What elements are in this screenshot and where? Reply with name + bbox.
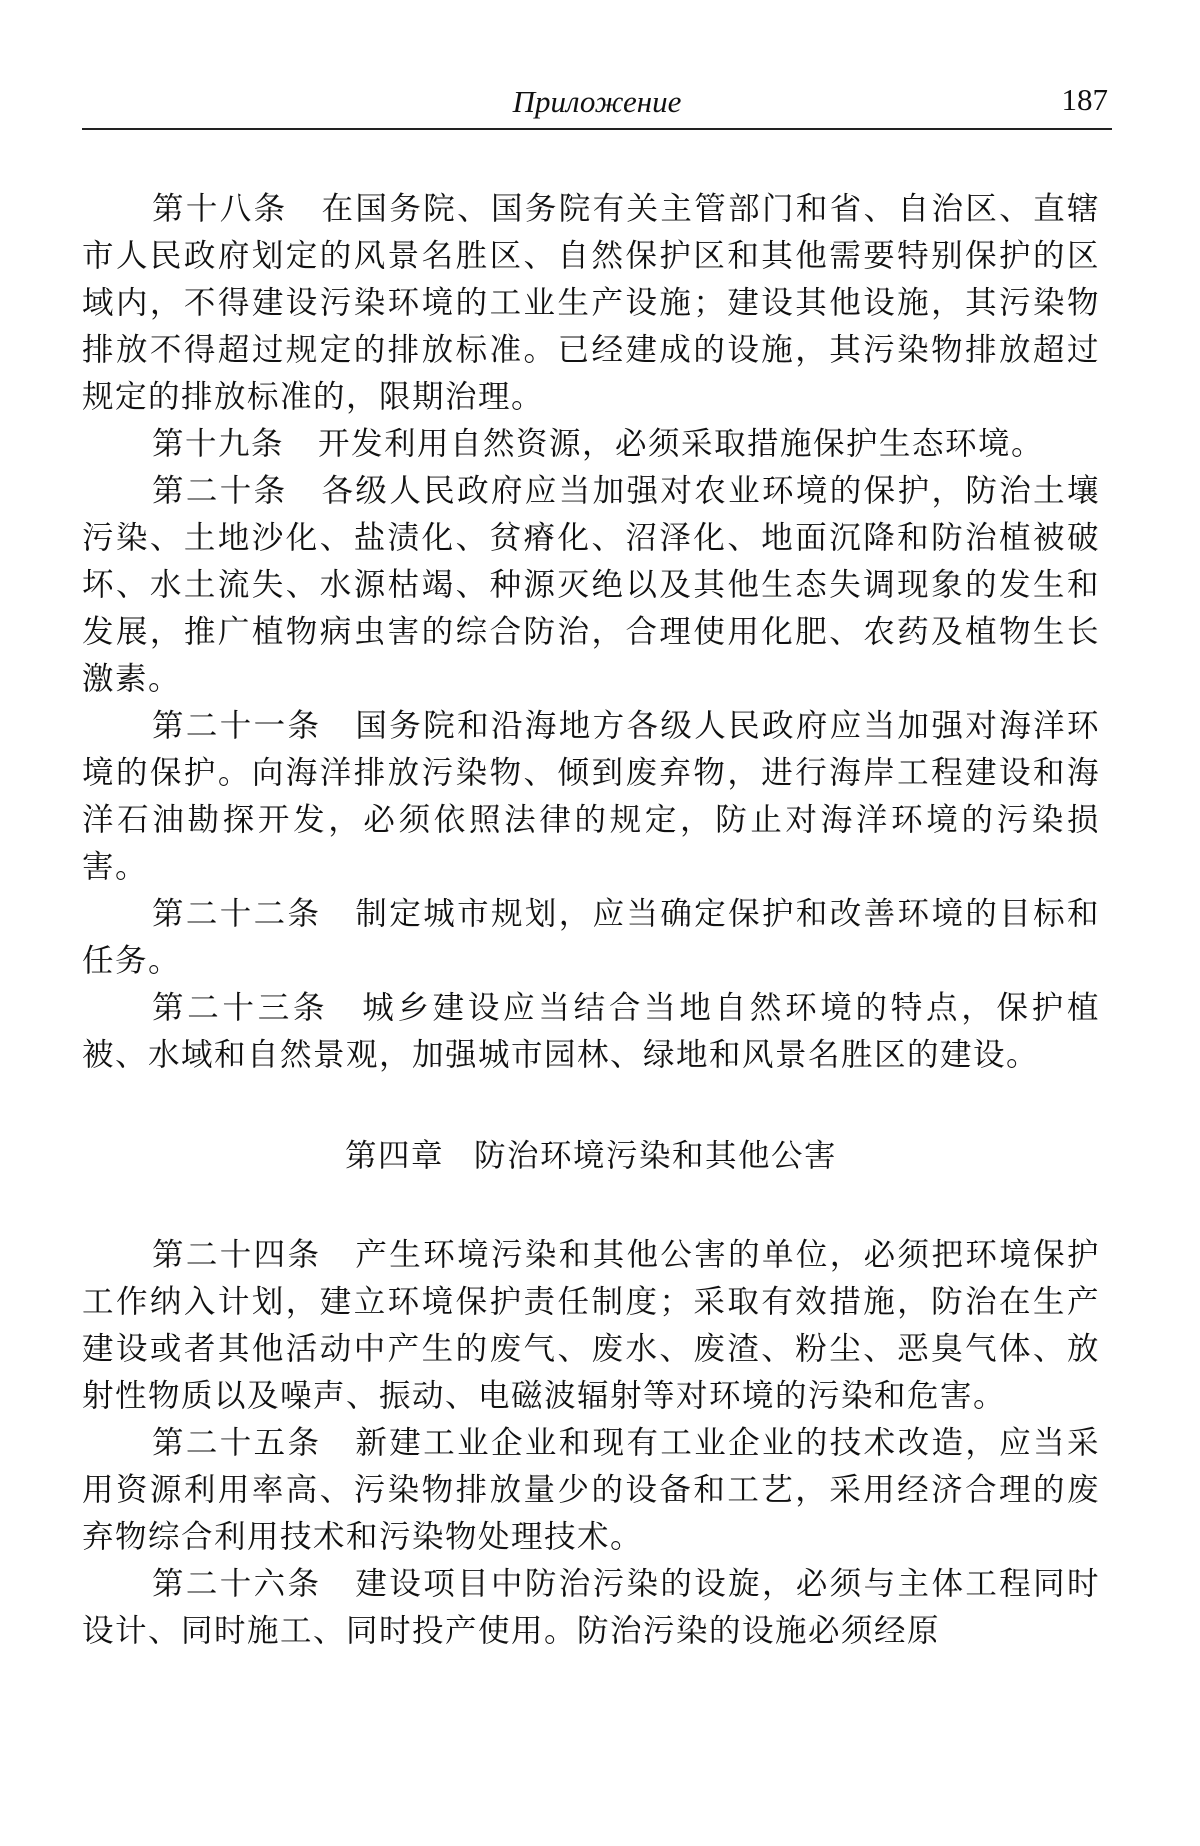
article-18 xyxy=(82,186,1100,421)
article-20 xyxy=(82,468,1100,703)
article-text: 在国务院、国务院有关主管部门和省、自治区、直辖市人民政府划定的风景名胜区、自然保护区和其他需要特别保护的区域内，不得建设污染环境的工业生产设施；建设其他设施，其污染物排放不得超过规定的排放标准。已经建成的设施，其污染物排放超过规定的排放标准的，限期治理。 xyxy=(82,191,1100,415)
running-title: Приложение xyxy=(512,84,682,119)
article-number: 第二十五条 xyxy=(152,1425,322,1461)
article-number: 第十九条 xyxy=(152,426,285,462)
article-text: 各级人民政府应当加强对农业环境的保护，防治土壤污染、土地沙化、盐渍化、贫瘠化、沼泽化、地面沉降和防治植被破坏、水土流失、水源枯竭、种源灭绝以及其他生态失调现象的发生和发展，推广植物病虫害的综合防治，合理使用化肥、农药及植物生长激素。 xyxy=(82,473,1100,697)
running-header xyxy=(82,0,1112,130)
article-23 xyxy=(82,985,1100,1079)
article-number: 第二十条 xyxy=(152,473,288,509)
article-number: 第二十二条 xyxy=(152,896,322,932)
article-24 xyxy=(82,1232,1100,1420)
book-page xyxy=(82,0,1112,1655)
chapter-heading xyxy=(82,1133,1100,1180)
article-text: 产生环境污染和其他公害的单位，必须把环境保护工作纳入计划，建立环境保护责任制度；采取有效措施，防治在生产建设或者其他活动中产生的废气、废水、废渣、粉尘、恶臭气体、放射性物质以及噪声、振动、电磁波辐射等对环境的污染和危害。 xyxy=(82,1237,1100,1414)
article-number: 第二十六条 xyxy=(152,1566,322,1602)
article-number: 第二十三条 xyxy=(152,990,329,1026)
article-text: 开发利用自然资源，必须采取措施保护生态环境。 xyxy=(318,426,1045,462)
article-number: 第二十四条 xyxy=(152,1237,322,1273)
chapter-title: 防治环境污染和其他公害 xyxy=(474,1138,838,1174)
article-text: 建设项目中防治污染的设旋，必须与主体工程同时设计、同时施工、同时投产使用。防治污染的设施必须经原 xyxy=(82,1566,1100,1649)
article-text: 城乡建设应当结合当地自然环境的特点，保护植被、水域和自然景观，加强城市园林、绿地和风景名胜区的建设。 xyxy=(82,990,1100,1073)
chapter-number: 第四章 xyxy=(344,1138,444,1174)
body-text xyxy=(82,186,1100,1655)
article-19 xyxy=(82,421,1100,468)
page-number: 187 xyxy=(1061,82,1108,117)
article-number: 第二十一条 xyxy=(152,708,322,744)
article-text: 国务院和沿海地方各级人民政府应当加强对海洋环境的保护。向海洋排放污染物、倾到废弃物，进行海岸工程建设和海洋石油勘探开发，必须依照法律的规定，防止对海洋环境的污染损害。 xyxy=(82,708,1100,885)
article-25 xyxy=(82,1420,1100,1561)
article-text: 新建工业企业和现有工业企业的技术改造，应当采用资源利用率高、污染物排放量少的设备和工艺，采用经济合理的废弃物综合利用技术和污染物处理技术。 xyxy=(82,1425,1100,1555)
article-number: 第十八条 xyxy=(152,191,288,227)
article-21 xyxy=(82,703,1100,891)
article-text: 制定城市规划，应当确定保护和改善环境的目标和任务。 xyxy=(82,896,1100,979)
article-26 xyxy=(82,1561,1100,1655)
article-22 xyxy=(82,891,1100,985)
